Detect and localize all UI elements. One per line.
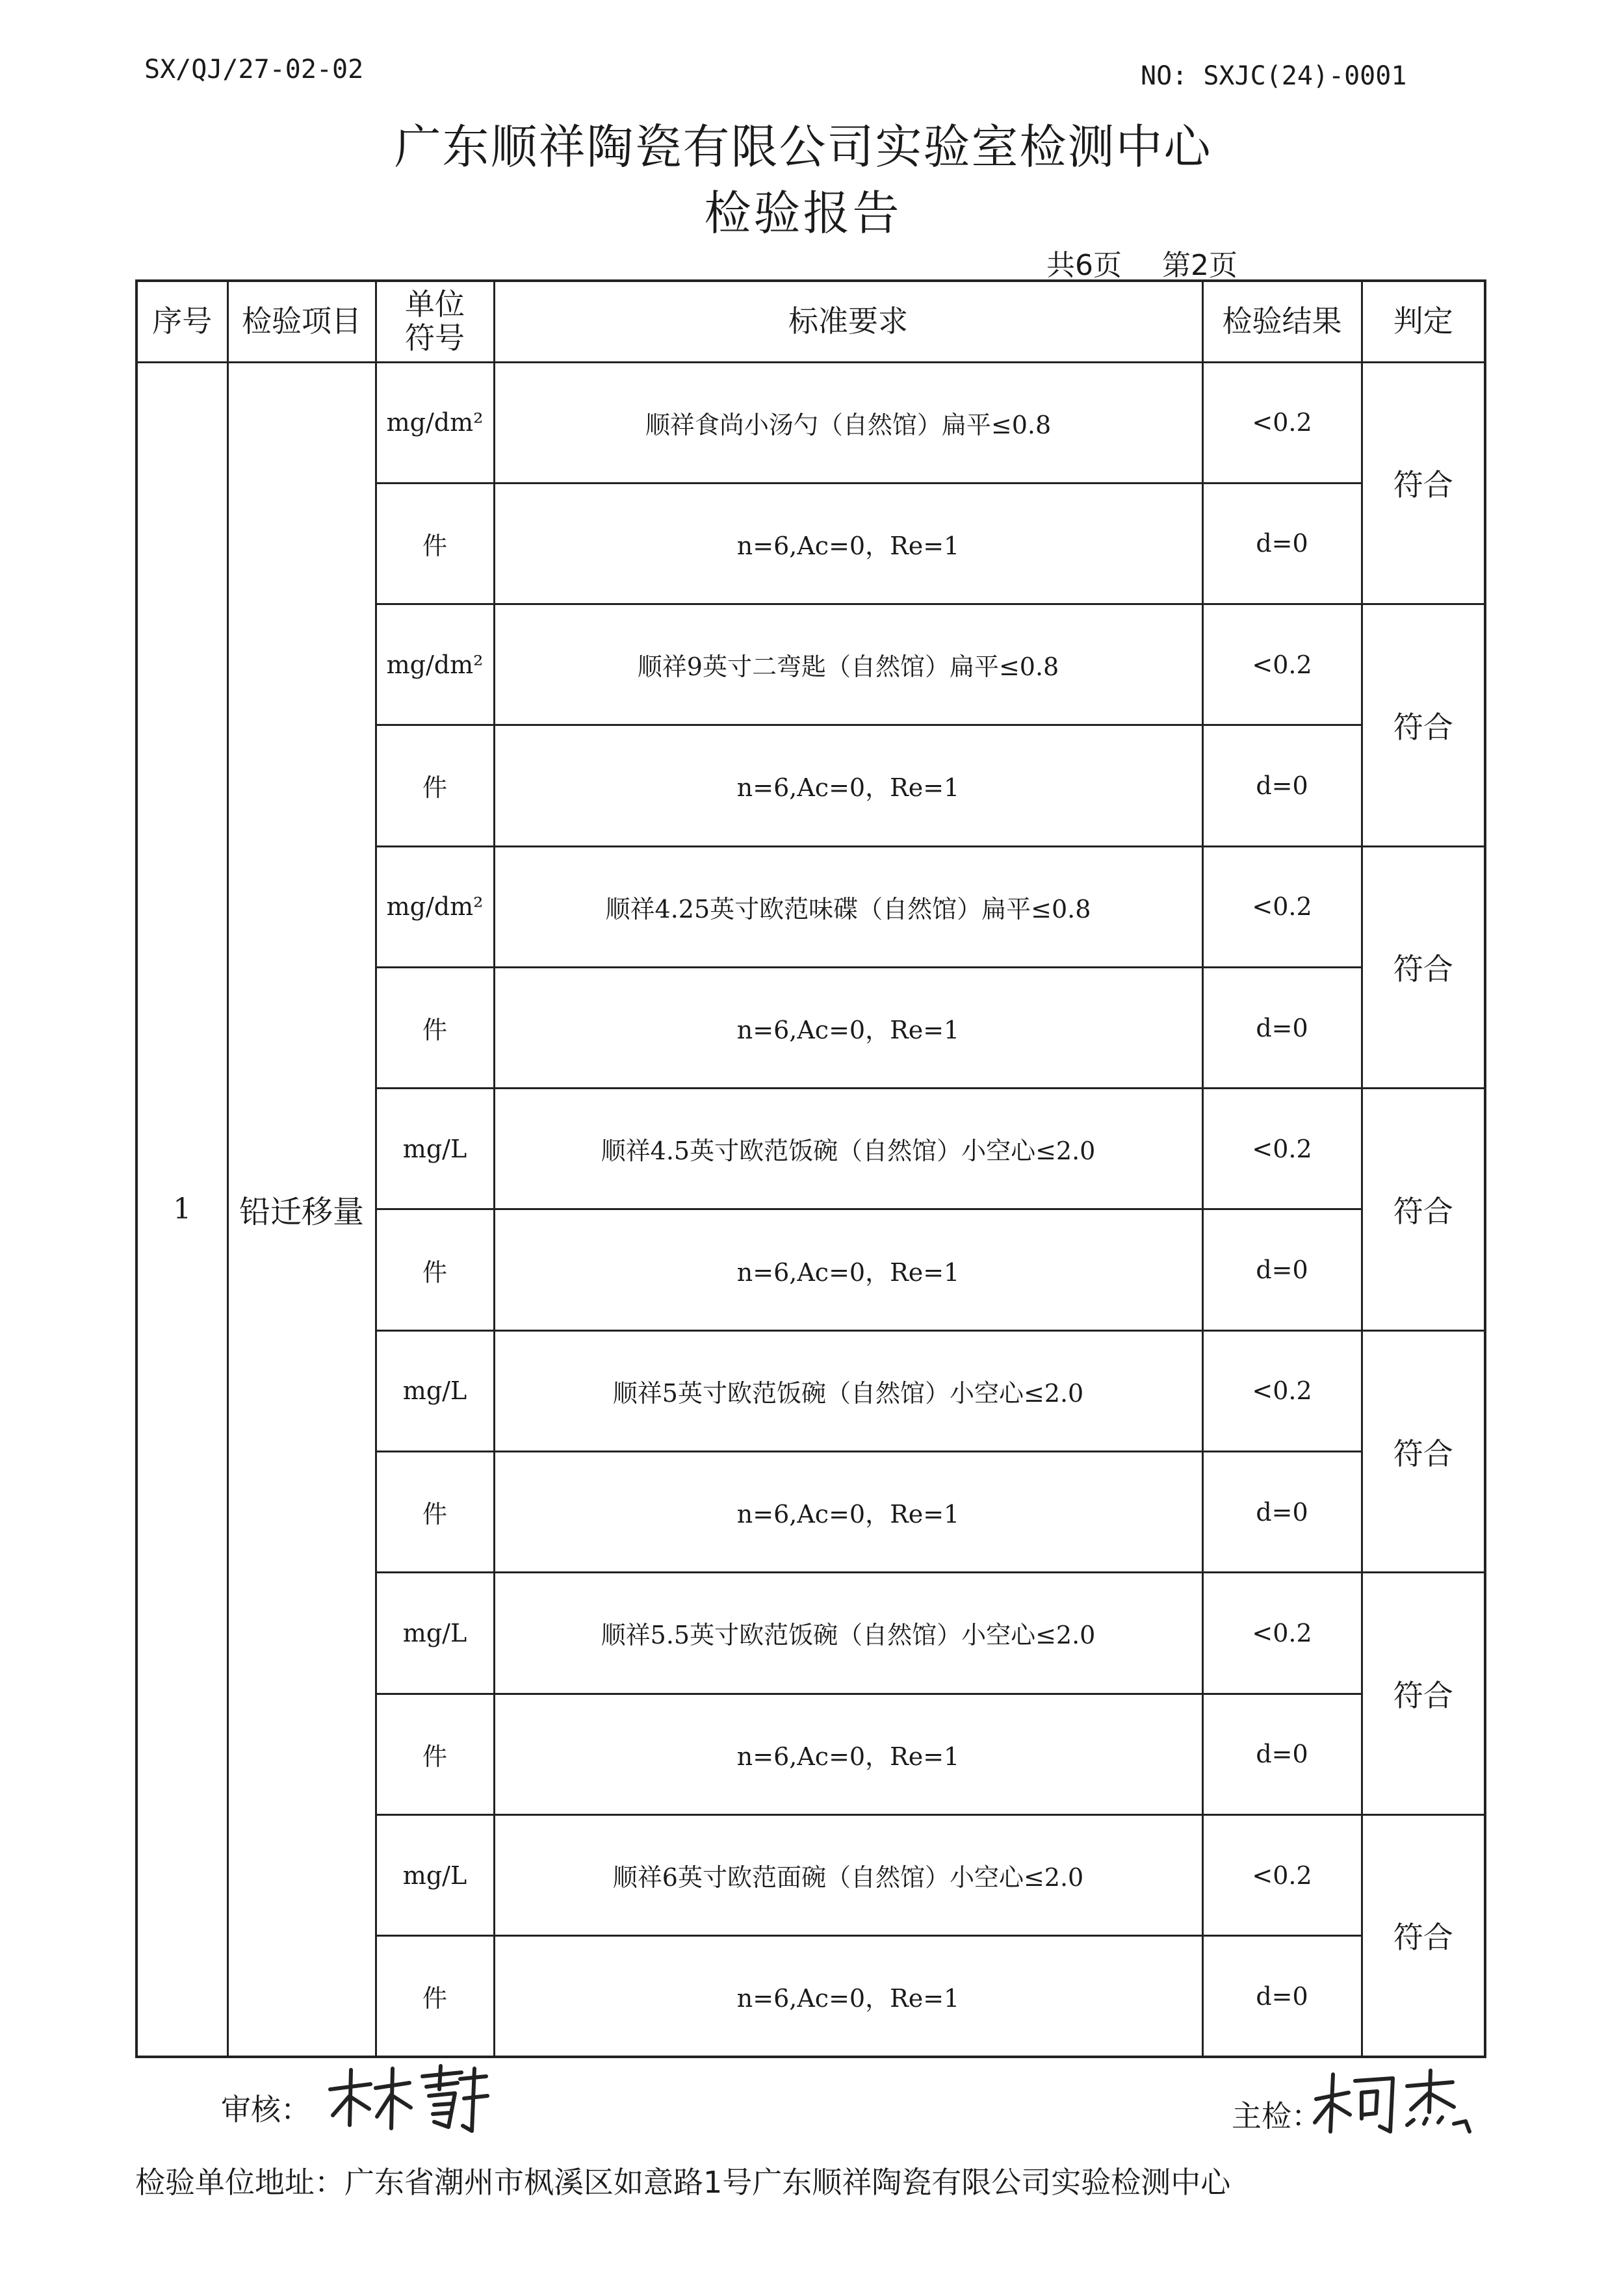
standard-cell: 顺祥9英寸二弯匙（自然馆）扁平≤0.8 [494, 604, 1202, 725]
standard-cell: 顺祥5英寸欧范饭碗（自然馆）小空心≤2.0 [494, 1330, 1202, 1451]
sample-result-cell: d=0 [1202, 1694, 1362, 1814]
judgement-cell: 符合 [1362, 1330, 1485, 1573]
result-cell: <0.2 [1202, 604, 1362, 725]
result-cell: <0.2 [1202, 1814, 1362, 1935]
unit-cell: mg/dm² [376, 604, 494, 725]
sample-unit-cell: 件 [376, 1694, 494, 1814]
report-table [135, 279, 1486, 2058]
table-row [136, 362, 1485, 483]
standard-cell: 顺祥食尚小汤勺（自然馆）扁平≤0.8 [494, 362, 1202, 483]
sample-result-cell: d=0 [1202, 725, 1362, 846]
result-cell: <0.2 [1202, 846, 1362, 967]
inspector-signature [1310, 2067, 1479, 2138]
page-info [1046, 242, 1237, 283]
sample-unit-cell: 件 [376, 725, 494, 846]
sample-unit-cell: 件 [376, 1936, 494, 2057]
sample-result-cell: d=0 [1202, 1209, 1362, 1330]
table-header-row [136, 281, 1485, 362]
result-cell: <0.2 [1202, 1330, 1362, 1451]
reviewer-signature [325, 2063, 494, 2135]
result-cell: <0.2 [1202, 362, 1362, 483]
result-cell: <0.2 [1202, 1089, 1362, 1209]
reviewer-label: 审核： [221, 2092, 311, 2127]
sample-standard-cell: n=6,Ac=0，Re=1 [494, 967, 1202, 1088]
judgement-cell: 符合 [1362, 604, 1485, 847]
item-cell: 铅迁移量 [227, 362, 376, 2057]
sample-unit-cell: 件 [376, 967, 494, 1088]
judgement-cell: 符合 [1362, 1573, 1485, 1815]
unit-cell: mg/L [376, 1573, 494, 1694]
header-unit [376, 281, 494, 362]
inspector-label: 主检： [1232, 2098, 1321, 2134]
unit-cell: mg/dm² [376, 846, 494, 967]
sample-result-cell: d=0 [1202, 1936, 1362, 2057]
unit-cell: mg/L [376, 1330, 494, 1451]
header-standard: 标准要求 [494, 281, 1202, 362]
sample-result-cell: d=0 [1202, 967, 1362, 1088]
sample-unit-cell: 件 [376, 1209, 494, 1330]
result-cell: <0.2 [1202, 1573, 1362, 1694]
unit-cell: mg/L [376, 1814, 494, 1935]
judgement-cell: 符合 [1362, 846, 1485, 1089]
header-seq: 序号 [136, 281, 227, 362]
sample-standard-cell: n=6,Ac=0，Re=1 [494, 725, 1202, 846]
unit-cell: mg/L [376, 1089, 494, 1209]
header-item: 检验项目 [227, 281, 376, 362]
table-body [136, 362, 1485, 2057]
judgement-cell: 符合 [1362, 1814, 1485, 2057]
sample-unit-cell: 件 [376, 483, 494, 604]
standard-cell: 顺祥6英寸欧范面碗（自然馆）小空心≤2.0 [494, 1814, 1202, 1935]
total-pages: 共6页 [1046, 249, 1122, 282]
current-page: 第2页 [1162, 249, 1237, 282]
sample-standard-cell: n=6,Ac=0，Re=1 [494, 1452, 1202, 1573]
sample-standard-cell: n=6,Ac=0，Re=1 [494, 1209, 1202, 1330]
sample-standard-cell: n=6,Ac=0，Re=1 [494, 1936, 1202, 2057]
judgement-cell: 符合 [1362, 1089, 1485, 1331]
sample-result-cell: d=0 [1202, 483, 1362, 604]
header-result: 检验结果 [1202, 281, 1362, 362]
report-number: NO: SXJC(24)-0001 [1141, 61, 1407, 91]
sample-standard-cell: n=6,Ac=0，Re=1 [494, 483, 1202, 604]
sample-result-cell: d=0 [1202, 1452, 1362, 1573]
header-unit-label: 单位符号 [405, 287, 465, 355]
sample-unit-cell: 件 [376, 1452, 494, 1573]
unit-cell: mg/dm² [376, 362, 494, 483]
standard-cell: 顺祥5.5英寸欧范饭碗（自然馆）小空心≤2.0 [494, 1573, 1202, 1694]
standard-cell: 顺祥4.25英寸欧范味碟（自然馆）扁平≤0.8 [494, 846, 1202, 967]
judgement-cell: 符合 [1362, 362, 1485, 604]
standard-cell: 顺祥4.5英寸欧范饭碗（自然馆）小空心≤2.0 [494, 1089, 1202, 1209]
lab-address: 检验单位地址：广东省潮州市枫溪区如意路1号广东顺祥陶瓷有限公司实验检测中心 [135, 2165, 1231, 2200]
seq-cell: 1 [136, 362, 227, 2057]
page-subtitle: 检验报告 [704, 186, 902, 240]
sample-standard-cell: n=6,Ac=0，Re=1 [494, 1694, 1202, 1814]
page-title: 广东顺祥陶瓷有限公司实验室检测中心 [394, 120, 1212, 174]
document-code: SX/QJ/27-02-02 [144, 55, 364, 84]
header-judgement: 判定 [1362, 281, 1485, 362]
